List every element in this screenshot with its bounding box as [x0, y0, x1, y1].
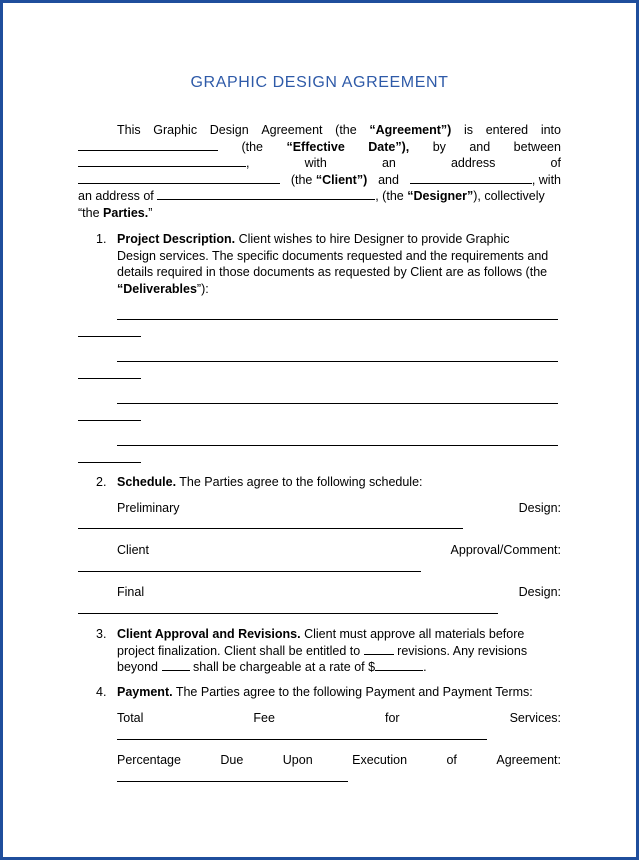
intro-word: address — [450, 156, 496, 171]
section-text: ”): — [196, 281, 209, 296]
schedule-label: Preliminary — [117, 501, 180, 515]
section-text: project finalization. Client shall be entitled to — [117, 643, 361, 658]
blank-extra-revisions[interactable] — [162, 659, 190, 671]
schedule-label: Approval/Comment: — [450, 543, 561, 557]
section-heading: Client Approval and Revisions. — [117, 627, 301, 641]
intro-word: Agreement — [261, 123, 323, 137]
deliverables-line[interactable] — [78, 378, 141, 379]
intro-word: an address of — [78, 189, 154, 204]
intro-word-agreement: “Agreement”) — [369, 123, 452, 137]
intro-word: “the — [78, 205, 100, 220]
intro-word: by — [432, 139, 446, 154]
schedule-label: Final — [117, 585, 145, 599]
intro-word-effective: “Effective — [286, 139, 345, 154]
intro-word-parties: Parties. — [103, 205, 149, 220]
schedule-line-preliminary[interactable] — [78, 528, 463, 529]
intro-word: , (the — [375, 189, 404, 204]
section-number: 1. — [96, 232, 107, 246]
blank-revisions-count[interactable] — [364, 643, 394, 655]
payment-word: of — [446, 753, 457, 767]
deliverables-line[interactable] — [117, 319, 558, 320]
payment-line-total-fee[interactable] — [117, 739, 487, 740]
deliverables-line[interactable] — [78, 420, 141, 421]
section-text: Design services. The specific documents requested and the requirements and — [117, 248, 549, 263]
payment-word: Due — [220, 753, 244, 767]
blank-designer-address[interactable] — [157, 188, 375, 200]
section-heading: Schedule. — [117, 475, 177, 489]
deliverables-line[interactable] — [117, 445, 558, 446]
payment-word: Total — [117, 711, 144, 725]
payment-word: for — [384, 711, 400, 725]
schedule-label: Design: — [518, 585, 561, 599]
payment-word: Upon — [282, 753, 313, 767]
intro-word: (the — [241, 139, 263, 154]
payment-word: Fee — [253, 711, 275, 725]
intro-word-date: Date”), — [368, 139, 410, 154]
intro-word: an — [381, 156, 396, 171]
payment-word: Percentage — [117, 753, 181, 767]
section-heading: Project Description. — [117, 232, 236, 246]
schedule-label: Client — [117, 543, 149, 557]
blank-revision-rate[interactable] — [375, 659, 423, 671]
payment-line-percentage[interactable] — [117, 781, 348, 782]
intro-word: between — [513, 139, 561, 154]
blank-client-address[interactable] — [78, 172, 280, 184]
deliverables-line[interactable] — [78, 336, 141, 337]
intro-word: entered — [485, 123, 529, 137]
intro-paragraph — [78, 122, 561, 222]
section-text: Client wishes to hire Designer to provide Graphic — [238, 232, 510, 246]
intro-word: , with — [531, 172, 561, 187]
section-text: details required in those documents as requested by Client are as follows (the — [117, 265, 548, 280]
deliverables-line[interactable] — [78, 462, 141, 463]
intro-word: into — [540, 123, 561, 137]
section-text: The Parties agree to the following Payment and Payment Terms: — [175, 685, 533, 699]
schedule-line-client[interactable] — [78, 571, 421, 572]
intro-word: is — [464, 123, 474, 137]
schedule-line-final[interactable] — [78, 613, 498, 614]
schedule-label: Design: — [518, 501, 561, 515]
section-text: shall be chargeable at a rate of $ — [192, 660, 376, 675]
intro-word-client: “Client”) — [315, 172, 368, 187]
deliverables-line[interactable] — [117, 361, 558, 362]
intro-word-designer: “Designer” — [407, 189, 474, 204]
deliverables-line[interactable] — [117, 403, 558, 404]
payment-word: Execution — [352, 753, 408, 767]
intro-word: of — [550, 156, 561, 171]
section-number: 3. — [96, 627, 107, 641]
intro-word: (the — [335, 123, 357, 137]
document-title: GRAPHIC DESIGN AGREEMENT — [190, 74, 449, 91]
intro-word: , — [246, 156, 250, 171]
section-text: Client must approve all materials before — [304, 627, 525, 641]
intro-word: Design — [209, 123, 249, 137]
section-heading: Payment. — [117, 685, 173, 699]
intro-word: and — [378, 172, 399, 187]
payment-word: Agreement: — [496, 753, 561, 767]
blank-effective-date[interactable] — [78, 139, 218, 151]
blank-client-name[interactable] — [78, 155, 246, 167]
section-text: revisions. Any revisions — [397, 643, 528, 658]
section-text: beyond — [117, 660, 159, 675]
intro-word: with — [304, 156, 327, 171]
section-text: . — [423, 660, 427, 675]
intro-word: ” — [148, 205, 153, 220]
section-text: The Parties agree to the following schedule: — [179, 475, 423, 489]
blank-designer-name[interactable] — [410, 172, 532, 184]
section-number: 4. — [96, 685, 107, 699]
payment-word: Services: — [509, 711, 561, 725]
intro-word: and — [469, 139, 491, 154]
deliverables-term: “Deliverables — [117, 281, 197, 296]
intro-word: (the — [290, 172, 313, 187]
intro-word: Graphic — [153, 123, 198, 137]
intro-word: This — [117, 123, 141, 137]
intro-word: ), collectively — [473, 189, 545, 204]
section-number: 2. — [96, 475, 107, 489]
